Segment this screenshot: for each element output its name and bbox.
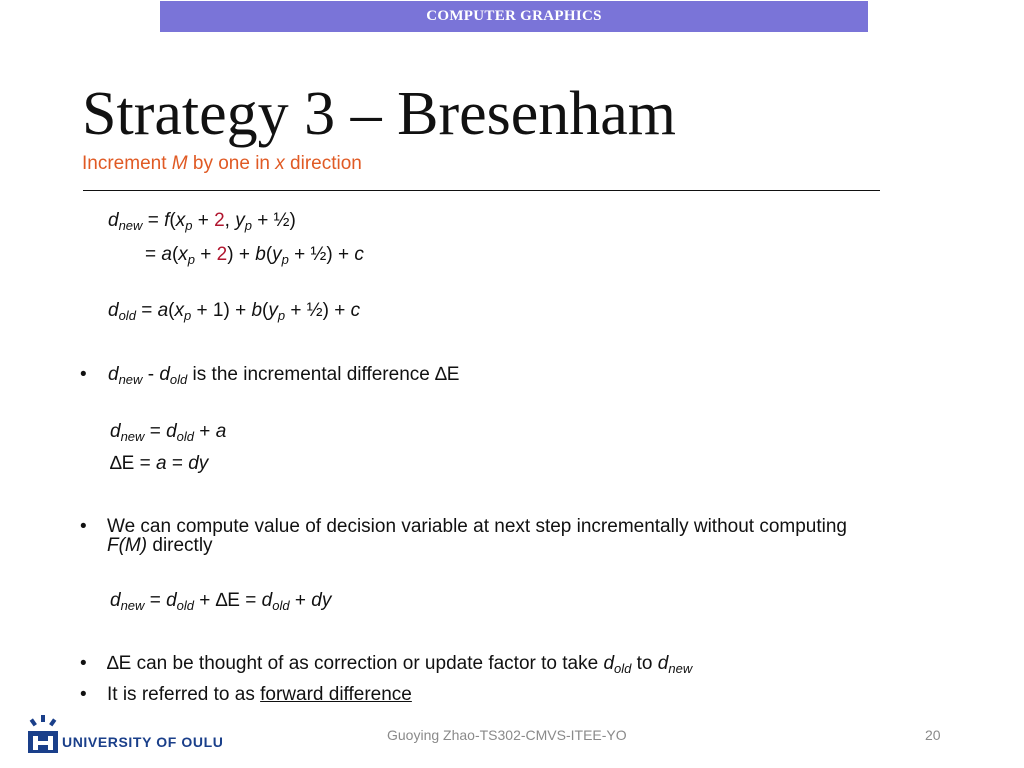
forward-difference-term: forward difference <box>260 684 412 705</box>
bullet-symbol: • <box>80 516 87 537</box>
bullet-correction-factor: ∆E can be thought of as correction or update factor to take $d_{old}$ to $d_{new}$ <box>107 653 693 676</box>
course-banner: COMPUTER GRAPHICS <box>160 1 868 32</box>
slide-number: 20 <box>925 727 941 743</box>
footer-author: Guoying Zhao-TS302-CMVS-ITEE-YO <box>387 727 627 743</box>
equation-dnew-f: $d_{new} = f(x_p + 2$, $y_p$ + ½) <box>108 210 296 233</box>
bullet-forward-difference: It is referred to as forward difference <box>107 684 412 705</box>
bullet-compute-incrementally: We can compute value of decision variable at next step incrementally without computing <box>107 516 847 537</box>
bullet-symbol: • <box>80 364 87 385</box>
equation-dold: $d_{old} = a(x_p + 1) + b(y_p$ + ½) + c <box>108 300 361 323</box>
equation-delta-e: ∆E = a = dy <box>110 453 209 474</box>
bullet-symbol: • <box>80 684 87 705</box>
slide-title: Strategy 3 – Bresenham <box>82 80 677 148</box>
equation-dnew-dold-a: $d_{new} = d_{old} + a$ <box>110 421 227 444</box>
university-name: UNIVERSITY OF OULU <box>62 734 224 750</box>
equation-dnew-expanded: = $a(x_p + 2) + b(y_p$ + ½) + c <box>145 244 364 267</box>
equation-dnew-update: $d_{new} = d_{old} + \Delta E = d_{old}$ + dy <box>110 590 332 613</box>
bullet-symbol: • <box>80 653 87 674</box>
slide-subtitle: Increment M by one in x direction <box>82 153 362 174</box>
bullet-compute-continuation: F(M) directly <box>107 535 213 556</box>
title-divider <box>83 190 880 191</box>
university-logo-icon <box>26 715 60 760</box>
bullet-incremental-difference: $d_{new} - d_{old}$ is the incremental difference ∆E <box>108 364 460 387</box>
